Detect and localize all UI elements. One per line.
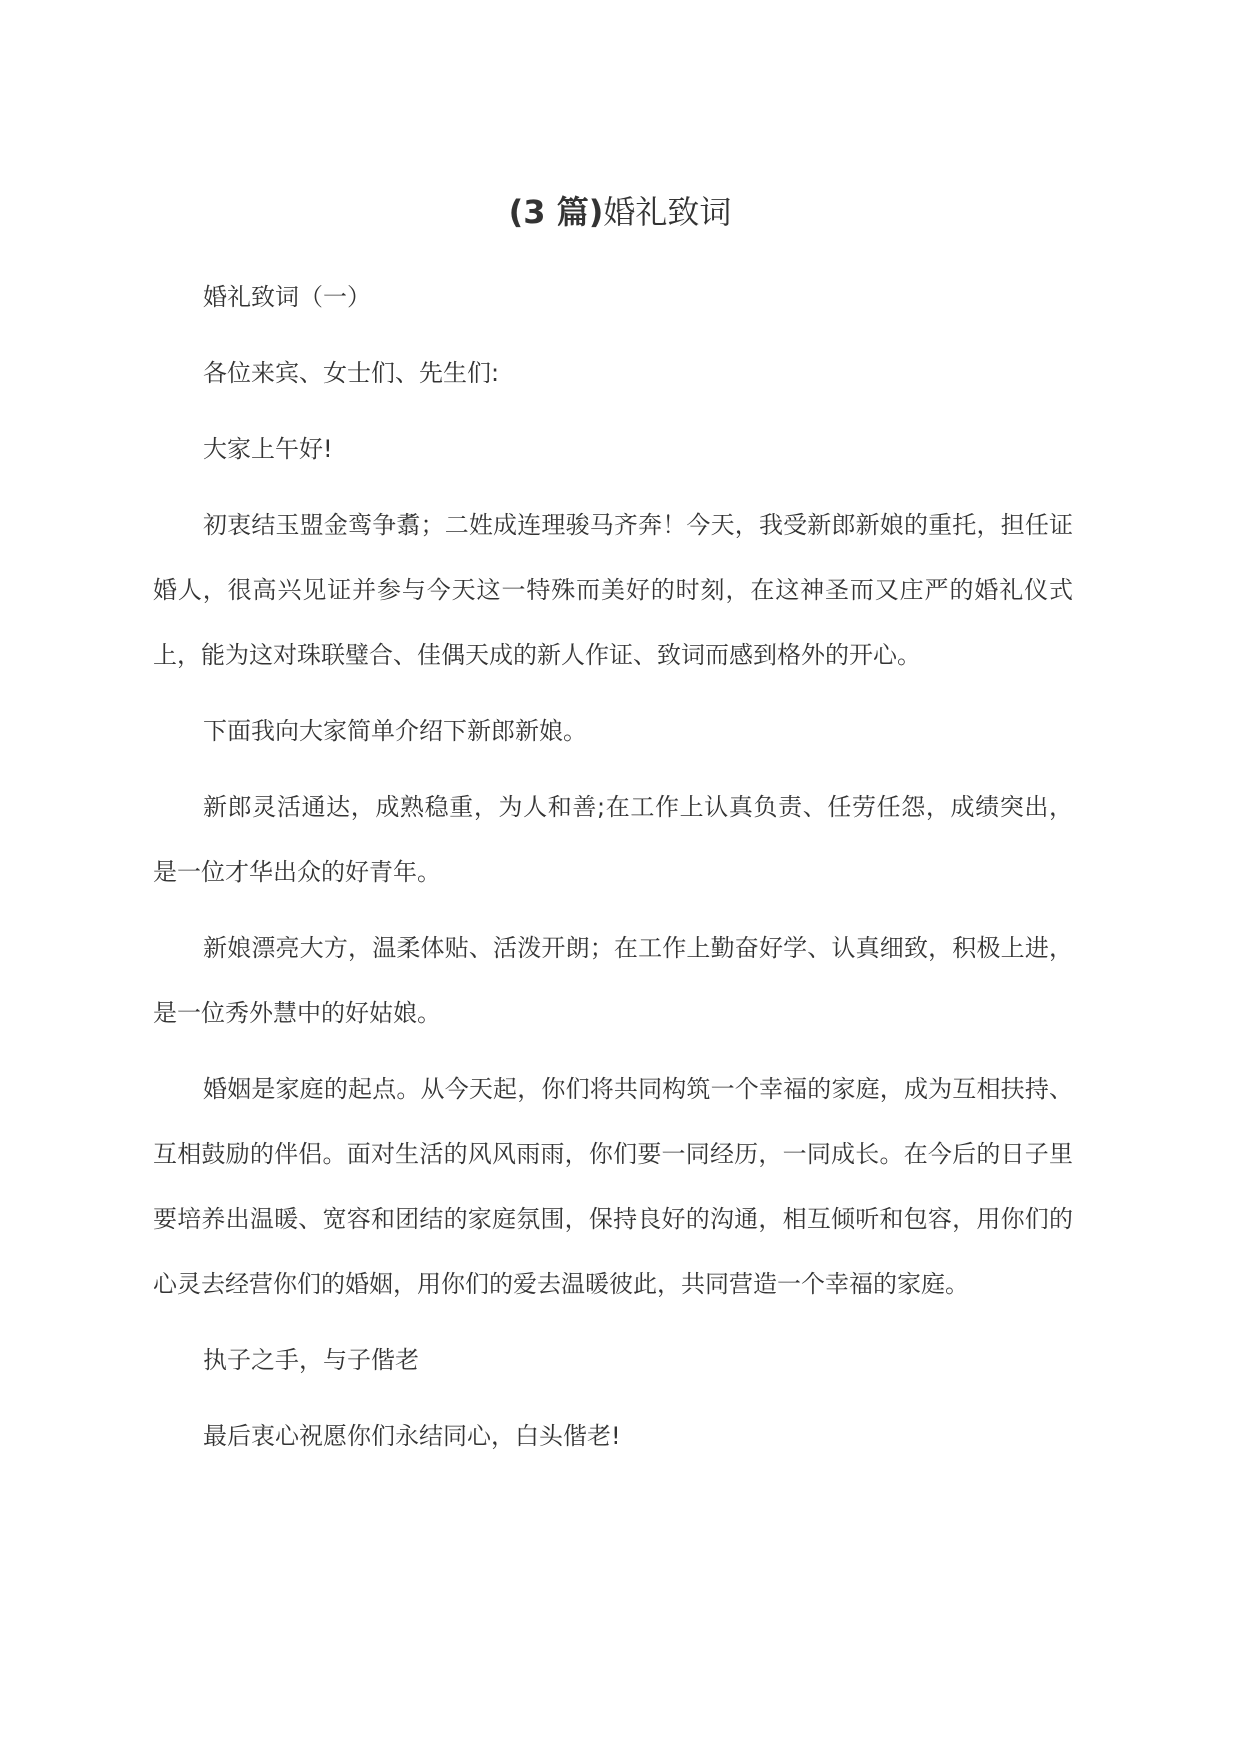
document-body: [153, 265, 1073, 1480]
paragraph-groom: 新郎灵活通达，成熟稳重，为人和善;在工作上认真负责、任劳任怨，成绩突出，是一位才华出众的好青年。: [153, 793, 1073, 886]
greeting: 大家上午好!: [203, 435, 333, 463]
title-prefix: (3 篇): [508, 193, 604, 231]
paragraph-closing: 最后衷心祝愿你们永结同心，白头偕老!: [203, 1422, 621, 1450]
paragraph-opening: 初衷结玉盟金鸾争翥；二姓成连理骏马齐奔！今天，我受新郎新娘的重托，担任证婚人，很高兴见证并参与今天这一特殊而美好的时刻，在这神圣而又庄严的婚礼仪式上，能为这对珠联璧合、佳偶天成的新人作证、致词而感到格外的开心。: [153, 511, 1073, 669]
salutation: 各位来宾、女士们、先生们:: [203, 359, 500, 387]
document-title: [0, 190, 1240, 234]
section-heading: 婚礼致词（一）: [203, 283, 371, 311]
paragraph-quote: 执子之手，与子偕老: [203, 1346, 419, 1374]
paragraph-bride: 新娘漂亮大方，温柔体贴、活泼开朗；在工作上勤奋好学、认真细致，积极上进，是一位秀外慧中的好姑娘。: [153, 934, 1073, 1027]
title-main: 婚礼致词: [603, 193, 732, 231]
paragraph-introduction: 下面我向大家简单介绍下新郎新娘。: [203, 717, 587, 745]
paragraph-marriage: 婚姻是家庭的起点。从今天起，你们将共同构筑一个幸福的家庭，成为互相扶持、互相鼓励的伴侣。面对生活的风风雨雨，你们要一同经历，一同成长。在今后的日子里要培养出温暖、宽容和团结的家庭氛围，保持良好的沟通，相互倾听和包容，用你们的心灵去经营你们的婚姻，用你们的爱去温暖彼此，共同营造一个幸福的家庭。: [153, 1075, 1073, 1298]
